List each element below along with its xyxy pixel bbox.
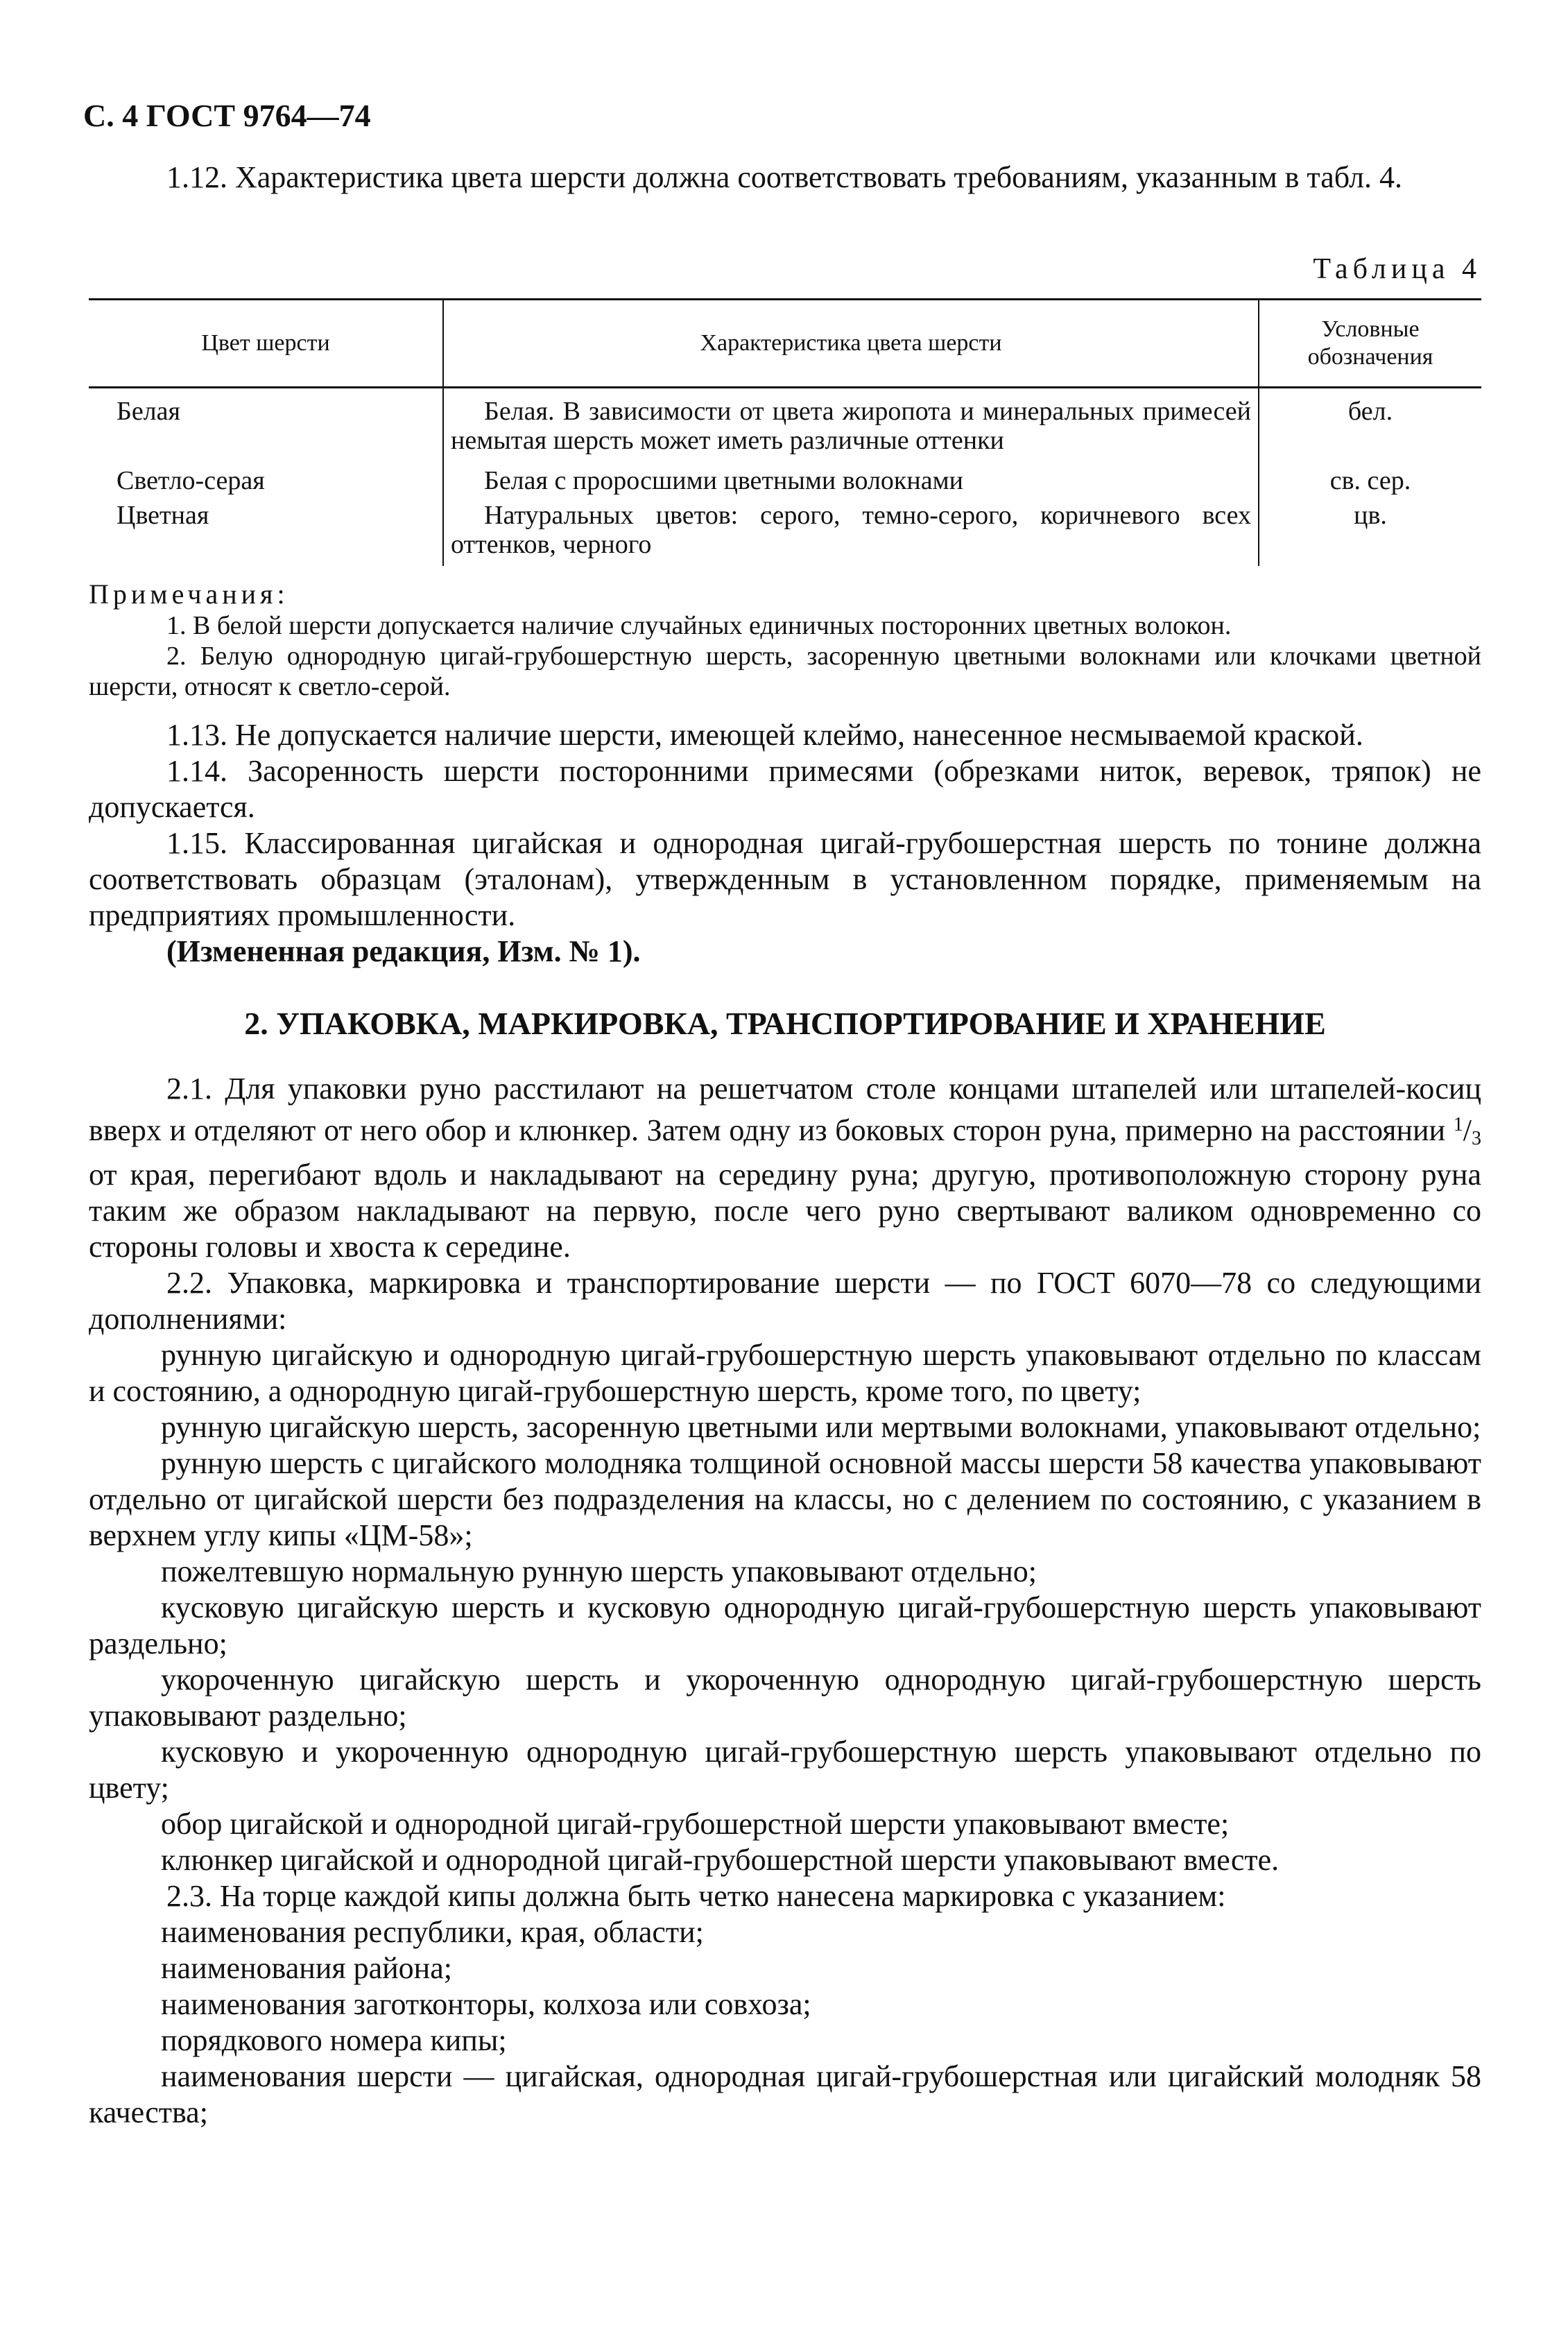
notes-title: Примечания: bbox=[89, 578, 289, 610]
list-item: кусковую цигайскую шерсть и кусковую однородную цигай-грубошерстную шерсть упаковывают раздельно; bbox=[89, 1590, 1481, 1660]
paragraph-1-13: 1.13. Не допускается наличие шерсти, имеющей клеймо, нанесенное несмываемой краской. bbox=[166, 718, 1363, 752]
paragraph-1-14: 1.14. Засоренность шерсти посторонними примесями (обрезками ниток, веревок, тряпок) не допускается. bbox=[89, 754, 1481, 824]
list-item: порядкового номера кипы; bbox=[161, 2023, 507, 2057]
note-item: 1. В белой шерсти допускается наличие случайных единичных посторонних цветных волокон. bbox=[166, 611, 1232, 640]
cell-code: бел. bbox=[1347, 397, 1393, 426]
list-item: наименования шерсти — цигайская, однородная цигай-грубошерстная или цигайский молодняк 58 качества; bbox=[89, 2059, 1481, 2129]
list-item: кусковую и укороченную однородную цигай-грубошерстную шерсть упаковывают отдельно по цвету; bbox=[89, 1735, 1481, 1805]
list-item: рунную цигайскую и однородную цигай-грубошерстную шерсть упаковывают отдельно по классам и состоянию, а однородную цигай-грубошерстную шерсть, кроме того, по цвету; bbox=[89, 1338, 1481, 1408]
paragraph-2-1: 2.1. Для упаковки руно расстилают на решетчатом столе концами штапелей или штапелей-косиц вверх и отделяют от него обор и клюнкер. Затем одну из боковых сторон руна, примерно на расстоянии $^1/_3$ от края, перегибают вдоль и накладывают на середину руна; другую, противоположную сторону руна таким же образом накладывают на первую, после чего руно свертывают валиком одновременно со стороны головы и хвоста к середине. bbox=[89, 1072, 1481, 1264]
header-code: Условные обозначения bbox=[1259, 300, 1481, 388]
list-item: наименования заготконторы, колхоза или совхоза; bbox=[161, 1987, 811, 2021]
paragraph-2-2: 2.2. Упаковка, маркировка и транспортирование шерсти — по ГОСТ 6070—78 со следующими дополнениями: bbox=[89, 1266, 1481, 1336]
page-header: С. 4 ГОСТ 9764—74 bbox=[83, 98, 371, 133]
paragraph-2-3: 2.3. На торце каждой кипы должна быть четко нанесена маркировка с указанием: bbox=[166, 1879, 1226, 1913]
cell-code: цв. bbox=[1354, 501, 1387, 530]
cell-desc: Белая с проросшими цветными волокнами bbox=[484, 466, 963, 495]
cell-code: св. сер. bbox=[1329, 466, 1411, 495]
list-item: наименования района; bbox=[161, 1951, 452, 1985]
page-body bbox=[89, 160, 1481, 2131]
edition-note: (Измененная редакция, Изм. № 1). bbox=[166, 934, 641, 968]
list-item: клюнкер цигайской и однородной цигай-грубошерстной шерсти упаковывают вместе. bbox=[161, 1843, 1280, 1877]
section-2-title: 2. УПАКОВКА, МАРКИРОВКА, ТРАНСПОРТИРОВАНИЕ И ХРАНЕНИЕ bbox=[244, 1006, 1326, 1041]
cell-desc: Натуральных цветов: серого, темно-серого, коричневого всех оттенков, черного bbox=[451, 501, 1251, 559]
header-color: Цвет шерсти bbox=[89, 300, 443, 388]
table-label: Таблица 4 bbox=[1313, 253, 1481, 285]
cell-color: Белая bbox=[117, 397, 180, 426]
list-item: рунную шерсть с цигайского молодняка толщиной основной массы шерсти 58 качества упаковывают отдельно от цигайской шерсти без подразделения на классы, но с делением по состоянию, с указанием в верхнем углу кипы «ЦМ-58»; bbox=[89, 1446, 1481, 1552]
note-item: 2. Белую однородную цигай-грубошерстную шерсть, засоренную цветными волокнами или клочками цветной шерсти, относят к светло-серой. bbox=[89, 642, 1481, 701]
table-row bbox=[89, 388, 1481, 458]
table-row bbox=[89, 498, 1481, 566]
color-table bbox=[89, 298, 1481, 566]
list-item: наименования республики, края, области; bbox=[161, 1915, 704, 1949]
list-item: обор цигайской и однородной цигай-грубошерстной шерсти упаковывают вместе; bbox=[161, 1807, 1230, 1841]
list-item: пожелтевшую нормальную рунную шерсть упаковывают отдельно; bbox=[161, 1554, 1037, 1588]
header-characteristic: Характеристика цвета шерсти bbox=[443, 300, 1259, 388]
cell-desc: Белая. В зависимости от цвета жиропота и минеральных примесей немытая шерсть может иметь различные оттенки bbox=[451, 397, 1251, 455]
paragraph-1-15: 1.15. Классированная цигайская и однородная цигай-грубошерстная шерсть по тонине должна соответствовать образцам (эталонам), утвержденным в установленном порядке, применяемым на предприятиях промышленности. bbox=[89, 826, 1481, 932]
cell-color: Светло-серая bbox=[117, 466, 265, 495]
list-item: укороченную цигайскую шерсть и укороченную однородную цигай-грубошерстную шерсть упаковывают раздельно; bbox=[89, 1663, 1481, 1733]
paragraph-1-12: 1.12. Характеристика цвета шерсти должна соответствовать требованиям, указанным в табл. 4. bbox=[166, 160, 1402, 194]
cell-color: Цветная bbox=[117, 501, 209, 530]
list-item: рунную цигайскую шерсть, засоренную цветными или мертвыми волокнами, упаковывают отдельно; bbox=[161, 1410, 1481, 1444]
fraction-one-third: $^1/_3$ bbox=[1453, 1113, 1481, 1149]
notes-block bbox=[89, 578, 1481, 702]
table-row bbox=[89, 458, 1481, 498]
table-header-row bbox=[89, 300, 1481, 388]
